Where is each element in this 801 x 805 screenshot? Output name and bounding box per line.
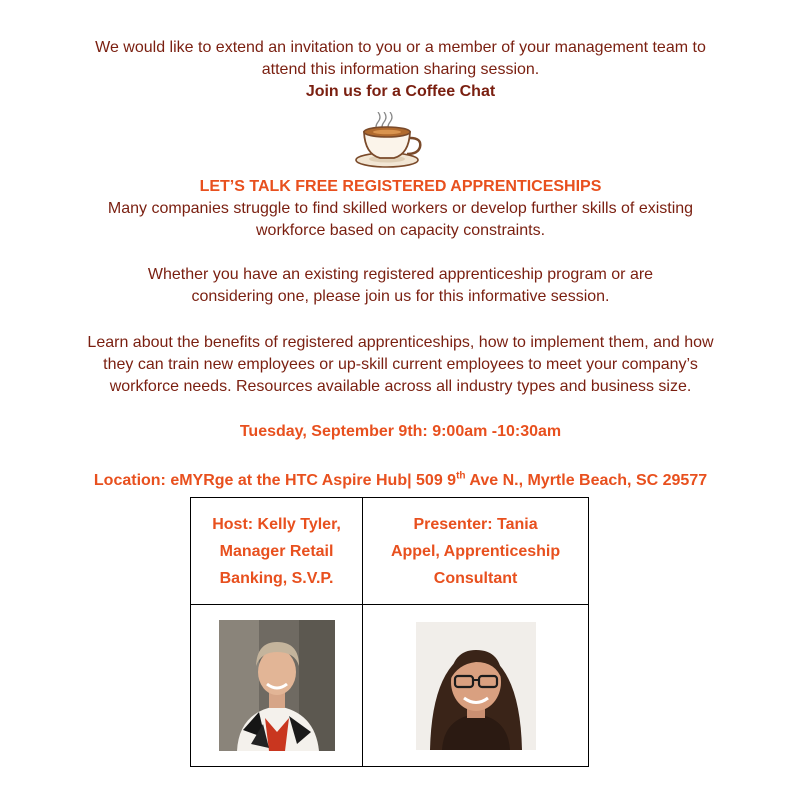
location-suffix: Ave N., Myrtle Beach, SC 29577 xyxy=(465,472,708,489)
host-cell xyxy=(191,498,363,605)
host-line: Banking, S.V.P. xyxy=(219,569,334,587)
coffee-chat-title: Join us for a Coffee Chat xyxy=(305,83,496,100)
apprenticeship-heading: LET’S TALK FREE REGISTERED APPRENTICESHIPS xyxy=(199,178,602,195)
coffee-cup-icon xyxy=(354,112,424,172)
people-table xyxy=(190,497,589,767)
event-location xyxy=(0,472,801,490)
location-ordinal: th xyxy=(456,470,466,482)
paragraph-line: workforce needs. Resources available across all industry types and business size. xyxy=(109,378,692,395)
paragraph-line: Learn about the benefits of registered apprenticeships, how to implement them, and how xyxy=(87,334,714,351)
paragraph-line: considering one, please join us for this informative session. xyxy=(191,288,610,305)
presenter-cell xyxy=(363,498,589,605)
invitation-line-1: We would like to extend an invitation to you or a member of your management team to xyxy=(95,39,706,56)
invitation-text xyxy=(0,37,801,81)
presenter-photo xyxy=(416,622,536,750)
paragraph-join-session xyxy=(0,264,801,308)
paragraph-line: Whether you have an existing registered apprenticeship program or are xyxy=(147,266,654,283)
paragraph-benefits xyxy=(0,332,801,398)
host-photo xyxy=(219,620,335,751)
location-prefix: Location: eMYRge at the HTC Aspire Hub| 509 9 xyxy=(93,472,457,489)
presenter-line: Appel, Apprenticeship xyxy=(390,542,561,560)
host-photo-cell xyxy=(191,605,363,767)
presenter-info xyxy=(363,511,588,592)
host-line: Host: Kelly Tyler, xyxy=(212,515,341,533)
presenter-line: Presenter: Tania xyxy=(413,515,538,533)
event-date: Tuesday, September 9th: 9:00am -10:30am xyxy=(239,423,562,440)
paragraph-line: Many companies struggle to find skilled workers or develop further skills of existing xyxy=(107,200,694,217)
invitation-line-2: attend this information sharing session. xyxy=(261,61,540,78)
paragraph-skilled-workers xyxy=(0,198,801,242)
presenter-line: Consultant xyxy=(433,569,518,587)
host-line: Manager Retail xyxy=(219,542,334,560)
paragraph-line: they can train new employees or up-skill current employees to meet your company’s xyxy=(103,356,698,373)
host-info xyxy=(191,511,362,592)
paragraph-line: workforce based on capacity constraints. xyxy=(255,222,546,239)
presenter-photo-cell xyxy=(363,605,589,767)
